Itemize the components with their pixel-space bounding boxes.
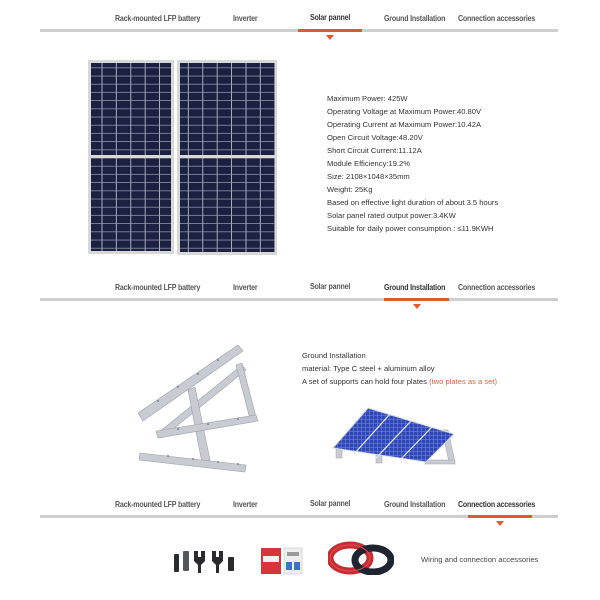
support-capacity: A set of supports can hold four plates — [302, 377, 430, 386]
mounted-panels-image — [330, 400, 460, 470]
active-tab-indicator — [384, 298, 449, 301]
tab-solar-pannel[interactable]: Solar pannel — [310, 13, 351, 22]
spec-open-circuit-voltage: Open Circuit Voltage:48.20V — [327, 133, 423, 142]
active-tab-arrow-icon — [326, 35, 334, 40]
section-nav-ground — [0, 269, 600, 309]
spec-operating-current: Operating Current at Maximum Power:10.42A — [327, 120, 482, 129]
support-note: (two plates as a set) — [429, 377, 498, 386]
active-tab-indicator — [468, 515, 532, 518]
tab-rack-battery[interactable]: Rack-mounted LFP battery — [115, 283, 201, 292]
tab-connection-accessories[interactable]: Connection accessories — [458, 283, 536, 292]
ground-title: Ground Installation — [302, 351, 366, 360]
active-tab-indicator — [298, 29, 362, 32]
spec-operating-voltage: Operating Voltage at Maximum Power:40.80V — [327, 107, 482, 116]
mc4-connectors-image — [172, 545, 240, 575]
tab-inverter[interactable]: Inverter — [233, 283, 258, 292]
spec-rated-output: Solar panel rated output power:3.4KW — [327, 211, 456, 220]
pv-cable-image — [328, 541, 394, 575]
surge-breaker-image — [260, 546, 304, 576]
spec-light-duration: Based on effective light duration of about 3.5 hours — [327, 198, 499, 207]
spec-size: Size: 2108×1048×35mm — [327, 172, 410, 181]
active-tab-arrow-icon — [496, 521, 504, 526]
tab-solar-pannel[interactable]: Solar pannel — [310, 282, 351, 291]
ground-material: material: Type C steel + aluminum alloy — [302, 364, 435, 373]
tab-solar-pannel[interactable]: Solar pannel — [310, 499, 351, 508]
section-nav-solar — [0, 0, 600, 40]
ground-bracket-image — [138, 335, 263, 480]
tab-connection-accessories[interactable]: Connection accessories — [458, 500, 536, 509]
active-tab-arrow-icon — [413, 304, 421, 309]
spec-daily-consumption: Suitable for daily power consumption : ≤11.9KWH — [327, 224, 494, 233]
spec-module-efficiency: Module Efficiency:19.2% — [327, 159, 411, 168]
tab-ground-installation[interactable]: Ground Installation — [384, 500, 446, 509]
solar-panel-image — [88, 60, 278, 256]
tab-inverter[interactable]: Inverter — [233, 500, 258, 509]
tab-rack-battery[interactable]: Rack-mounted LFP battery — [115, 500, 201, 509]
tab-inverter[interactable]: Inverter — [233, 14, 258, 23]
tab-ground-installation[interactable]: Ground Installation — [384, 283, 446, 292]
spec-weight: Weight: 25Kg — [327, 185, 373, 194]
connection-caption: Wiring and connection accessories — [421, 555, 539, 564]
nav-divider — [40, 298, 558, 301]
spec-max-power: Maximum Power: 425W — [327, 94, 408, 103]
section-nav-connection — [0, 486, 600, 526]
tab-ground-installation[interactable]: Ground Installation — [384, 14, 446, 23]
tab-connection-accessories[interactable]: Connection accessories — [458, 14, 536, 23]
ground-support-text — [302, 375, 497, 388]
tab-rack-battery[interactable]: Rack-mounted LFP battery — [115, 14, 201, 23]
spec-short-circuit-current: Short Circuit Current:11.12A — [327, 146, 422, 155]
